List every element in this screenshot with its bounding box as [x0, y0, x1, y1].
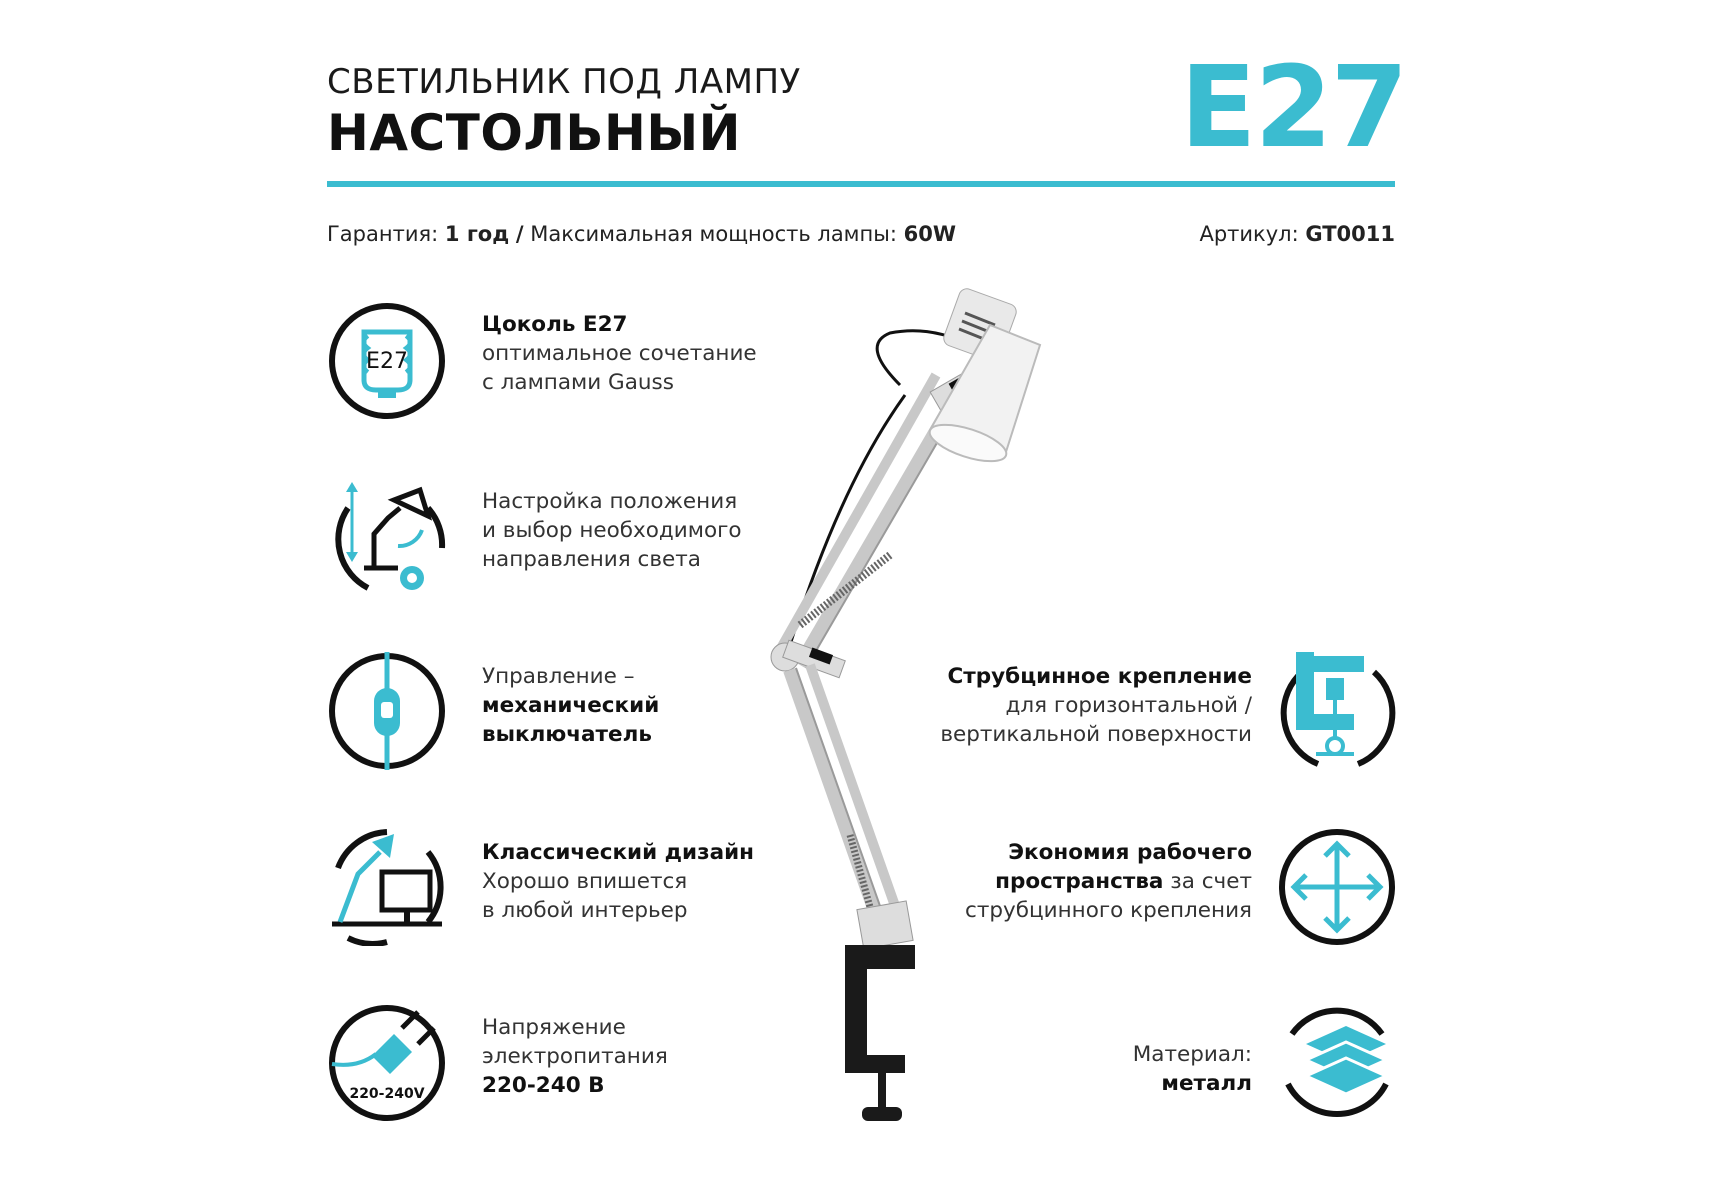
feature-socket-line2: оптимальное сочетание [482, 341, 757, 366]
material-layers-icon [1278, 1004, 1396, 1122]
e27-bulb-base-icon [328, 302, 446, 420]
classic-design-icon [328, 828, 446, 946]
voltage-icon-label: 220-240V [349, 1086, 425, 1102]
adjustable-lamp-icon [328, 478, 446, 596]
plug-icon [328, 1004, 446, 1122]
clamp-icon [1278, 652, 1396, 770]
feature-clamp-title: Струбцинное крепление [947, 664, 1252, 689]
feature-design-line3: в любой интерьер [482, 898, 688, 923]
feature-clamp-line3: вертикальной поверхности [940, 722, 1252, 747]
feature-design-line2: Хорошо впишется [482, 869, 688, 894]
warranty-value: 1 год [444, 222, 510, 246]
feature-space-title: Экономия рабочего [1008, 840, 1252, 865]
feature-voltage-line2: электропитания [482, 1044, 668, 1069]
feature-design-title: Классический дизайн [482, 840, 755, 865]
feature-adjust-line3: направления света [482, 547, 701, 572]
feature-clamp-line2: для горизонтальной / [1005, 693, 1252, 718]
feature-space-line2-rest: за счет [1163, 869, 1252, 894]
space-saving-arrows-icon [1278, 828, 1396, 946]
sku-value: GT0011 [1305, 222, 1395, 246]
warranty-label: Гарантия: [327, 222, 439, 246]
sku-line [1199, 222, 1395, 246]
switch-icon [328, 652, 446, 770]
socket-code: E27 [1180, 43, 1407, 173]
subtitle: СВЕТИЛЬНИК ПОД ЛАМПУ [327, 62, 801, 102]
feature-space-bold2: пространства [995, 869, 1164, 894]
page-title: НАСТОЛЬНЫЙ [327, 104, 741, 162]
sku-label: Артикул: [1199, 222, 1299, 246]
feature-switch-line2: механический [482, 693, 660, 718]
power-value: 60W [903, 222, 956, 246]
feature-switch [482, 662, 659, 749]
separator: / [515, 222, 524, 246]
feature-adjust-line1: Настройка положения [482, 489, 738, 514]
feature-adjust-line2: и выбор необходимого [482, 518, 742, 543]
accent-divider [327, 181, 1395, 187]
e27-icon-label: E27 [366, 349, 408, 374]
feature-space-line3: струбцинного крепления [965, 898, 1252, 923]
feature-voltage-line1: Напряжение [482, 1015, 626, 1040]
warranty-power-line [327, 222, 956, 246]
feature-socket-line3: с лампами Gauss [482, 370, 674, 395]
feature-material-line1: Материал: [1132, 1042, 1252, 1067]
power-label: Максимальная мощность лампы: [530, 222, 897, 246]
feature-material-line2: металл [1161, 1071, 1252, 1096]
feature-voltage [482, 1013, 668, 1100]
feature-adjust [482, 487, 742, 574]
feature-voltage-line3: 220-240 В [482, 1073, 605, 1098]
feature-switch-line3: выключатель [482, 722, 652, 747]
feature-socket [482, 310, 757, 397]
feature-switch-line1: Управление – [482, 664, 635, 689]
desk-lamp-illustration [740, 285, 1180, 1145]
feature-design [482, 838, 754, 925]
feature-socket-title: Цоколь E27 [482, 312, 628, 337]
